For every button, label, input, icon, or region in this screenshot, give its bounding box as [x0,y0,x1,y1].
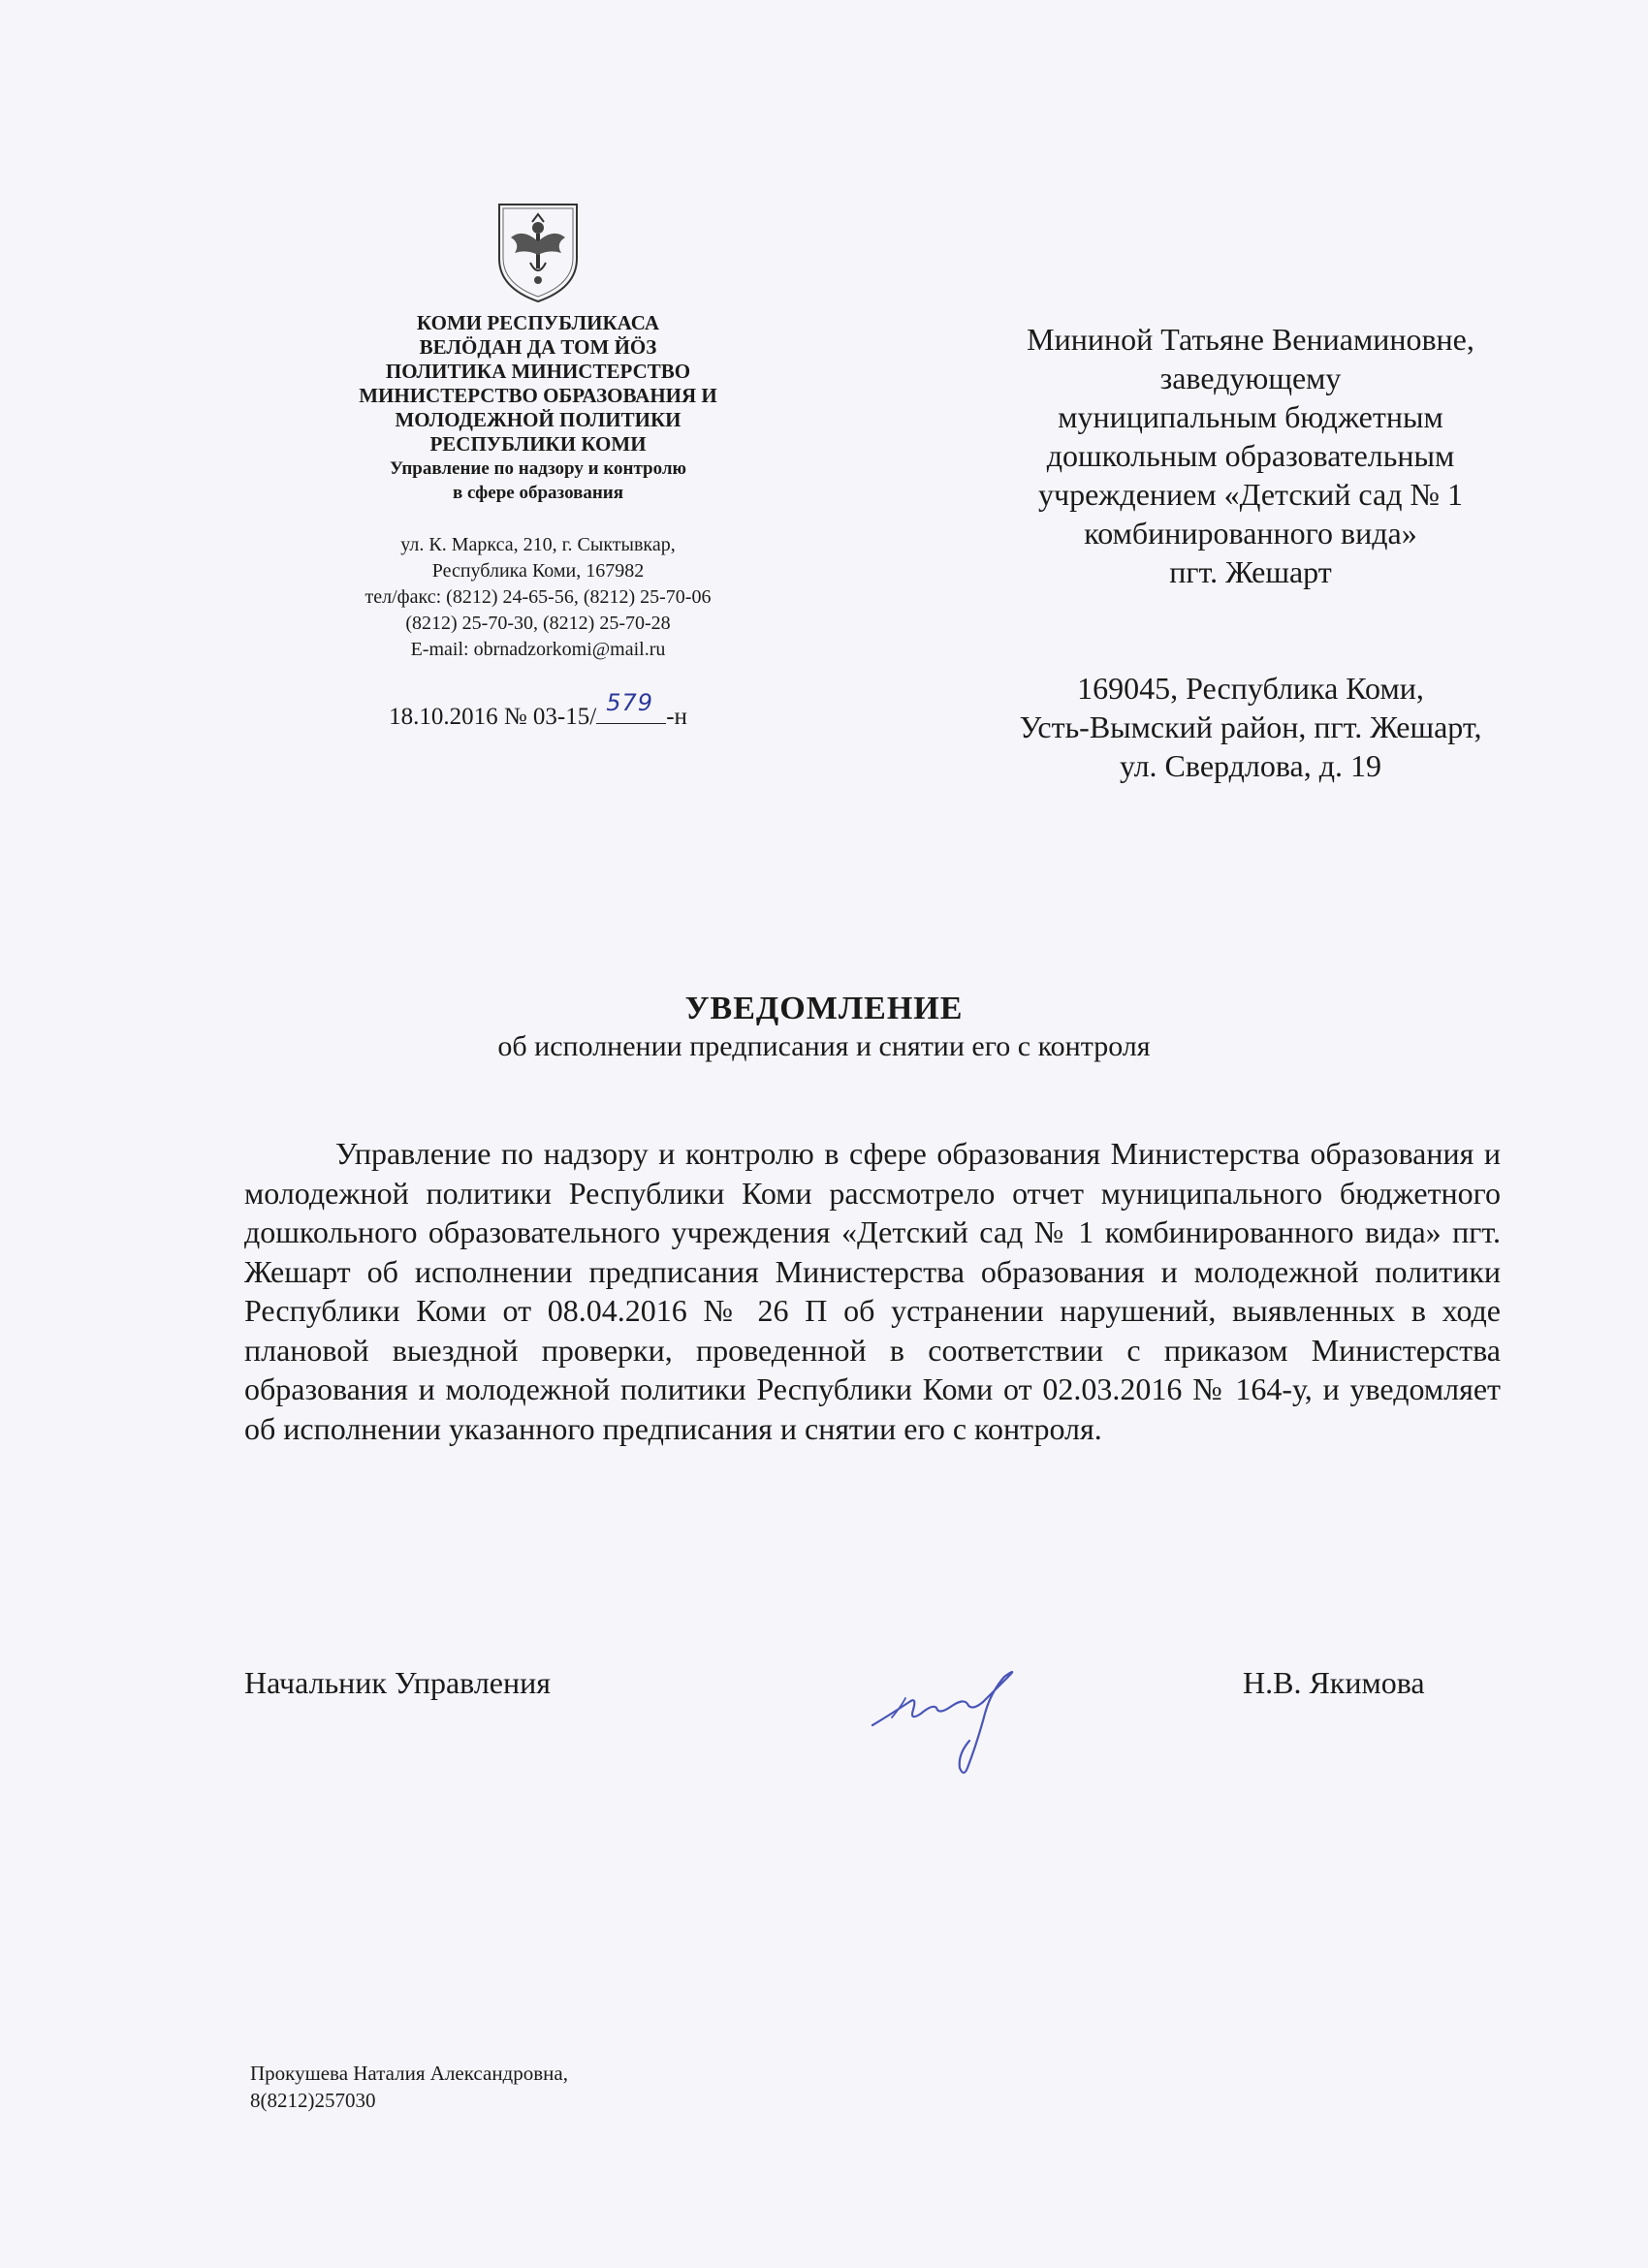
addressee-line: муниципальным бюджетным [1058,399,1443,434]
addressee-line: дошкольным образовательным [1046,438,1455,473]
document-body: Управление по надзору и контролю в сфере образования Министерства образования и молодежной политики Республики Коми рассмотрело отчет муниципального бюджетного дошкольного образовательного учреждения «Детский сад № 1 комбинированного вида» пгт. Жешарт об исполнении предписания Министерства образования и молодежной политики Республики Коми от 08.04.2016 № 26 П об устранении нарушений, выявленных в ходе плановой выездной проверки, проведенной в соответствии с приказом Министерства образования и молодежной политики Республики Коми от 02.03.2016 № 164-у, и уведомляет об исполнении указанного предписания и снятии его с контроля. [244,1136,1501,1446]
executor-info [250,2060,568,2114]
address-line: Республика Коми, 167982 [431,560,645,582]
postal-line: Усть-Вымский район, пгт. Жешарт, [1019,709,1482,744]
dept-line: Управление по надзору и контролю [389,458,687,479]
postal-line: ул. Свердлова, д. 19 [1119,748,1382,783]
org-line: ПОЛИТИКА МИНИСТЕРСТВО [385,360,691,383]
dept-line: в сфере образования [452,483,624,503]
addressee-line: заведующему [1159,361,1342,395]
registration-number [305,689,771,732]
document-heading [242,989,1406,1064]
executor-phone: 8(8212)257030 [250,2089,376,2112]
addressee-line: пгт. Жешарт [1169,554,1332,589]
signer-position: Начальник Управления [244,1665,551,1700]
sender-address [305,532,771,663]
org-line: КОМИ РЕСПУБЛИКАСА [416,311,660,334]
department-name [305,457,771,505]
document-title: УВЕДОМЛЕНИЕ [684,991,964,1026]
registration-blank [596,689,666,724]
org-line: РЕСПУБЛИКИ КОМИ [429,432,647,456]
organization-name [305,311,771,457]
org-line: МИНИСТЕРСТВО ОБРАЗОВАНИЯ И [359,384,717,407]
email-line: E-mail: obrnadzorkomi@mail.ru [410,639,666,660]
handwritten-number: 579 [606,689,654,716]
address-line: (8212) 25-70-30, (8212) 25-70-28 [405,613,671,634]
addressee-block [911,320,1590,785]
address-line: ул. К. Маркса, 210, г. Сыктывкар, [400,534,676,555]
addressee-line: учреждением «Детский сад № 1 [1038,477,1463,512]
postal-line: 169045, Республика Коми, [1077,671,1424,706]
registration-suffix: -н [666,704,687,730]
addressee-line: Мининой Татьяне Вениаминовне, [1027,322,1474,357]
org-line: ВЕЛÖДАН ДА ТОМ ЙÖЗ [419,335,657,359]
address-line: тел/факс: (8212) 24-65-56, (8212) 25-70-06 [364,586,712,608]
letterhead [305,199,771,732]
document-subtitle: об исполнении предписания и снятии его с контроля [497,1030,1151,1062]
handwritten-signature-icon [863,1648,1037,1783]
org-line: МОЛОДЕЖНОЙ ПОЛИТИКИ [395,408,681,431]
registration-prefix: 18.10.2016 № 03-15/ [389,704,597,730]
komi-coat-of-arms-icon [493,199,583,305]
executor-name: Прокушева Наталия Александровна, [250,2062,568,2085]
signer-name: Н.В. Якимова [1243,1665,1425,1700]
addressee-line: комбинированного вида» [1084,516,1417,551]
